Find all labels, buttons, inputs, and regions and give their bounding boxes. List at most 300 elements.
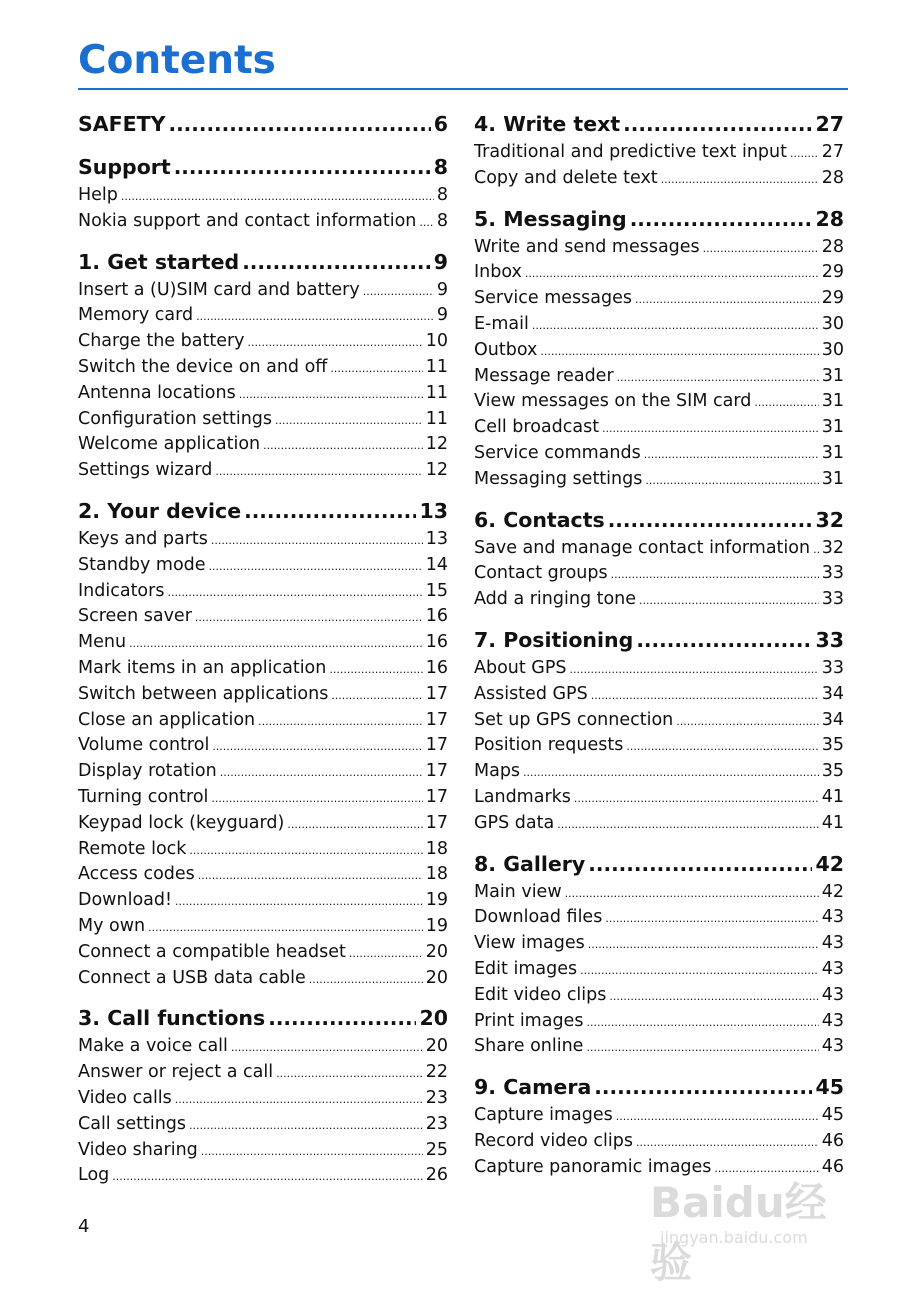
toc-entry-label: Cell broadcast (474, 417, 600, 438)
toc-entry-page: 12 (425, 434, 448, 455)
watermark-url: jingyan.baidu.com (660, 1228, 808, 1247)
dot-leader (645, 468, 818, 494)
toc-entry-page: 33 (821, 563, 844, 584)
toc-entry-label: Inbox (474, 262, 522, 283)
toc-section (474, 504, 844, 613)
toc-entry-label: Insert a (U)SIM card and battery (78, 279, 360, 300)
toc-entry-label: Add a ringing tone (474, 589, 637, 610)
dot-leader (329, 657, 422, 683)
toc-entry[interactable] (78, 759, 448, 785)
toc-entry-label: Remote lock (78, 838, 187, 859)
toc-entry[interactable] (78, 966, 448, 992)
toc-section (474, 624, 844, 837)
toc-entry[interactable] (474, 415, 844, 441)
dot-leader (525, 261, 819, 287)
toc-entry[interactable] (78, 209, 448, 235)
toc-entry-label: Record video clips (474, 1130, 633, 1151)
dot-leader (616, 1104, 819, 1130)
toc-heading[interactable] (474, 1071, 844, 1103)
toc-heading[interactable] (474, 108, 844, 140)
toc-entry-label: Capture panoramic images (474, 1156, 712, 1177)
toc-entry[interactable] (474, 1129, 844, 1155)
toc-entry-label: View messages on the SIM card (474, 391, 752, 412)
toc-entry[interactable] (78, 381, 448, 407)
dot-leader (275, 408, 423, 434)
toc-entry-page: 43 (821, 907, 844, 928)
toc-entry-page: 29 (821, 288, 844, 309)
toc-entry-label: Log (78, 1165, 110, 1186)
toc-entry-page: 28 (821, 236, 844, 257)
dot-leader (594, 1071, 812, 1103)
toc-entry[interactable] (474, 1034, 844, 1060)
toc-entry-page: 12 (425, 460, 448, 481)
toc-entry[interactable] (78, 1060, 448, 1086)
toc-entry[interactable] (78, 278, 448, 304)
toc-entry-page: 22 (425, 1062, 448, 1083)
toc-entry-page: 17 (425, 761, 448, 782)
toc-entry[interactable] (78, 837, 448, 863)
toc-entry[interactable] (474, 338, 844, 364)
toc-entry[interactable] (78, 682, 448, 708)
toc-entry-page: 31 (821, 391, 844, 412)
toc-entry-label: Close an application (78, 709, 256, 730)
toc-entry-page: 11 (425, 356, 448, 377)
toc-section (474, 108, 844, 192)
dot-leader (195, 605, 423, 631)
toc-entry[interactable] (474, 931, 844, 957)
toc-entry[interactable] (474, 389, 844, 415)
toc-entry-label: Set up GPS connection (474, 709, 674, 730)
dot-leader (588, 932, 819, 958)
toc-entry[interactable] (78, 1138, 448, 1164)
dot-leader (148, 915, 423, 941)
toc-entry-page: 23 (425, 1087, 448, 1108)
toc-entry-label: Service commands (474, 442, 641, 463)
toc-entry-label: Print images (474, 1010, 584, 1031)
toc-entry-page: 20 (425, 941, 448, 962)
toc-entry-label: Memory card (78, 305, 194, 326)
dot-leader (630, 203, 813, 235)
toc-entry-label: Standby mode (78, 554, 206, 575)
toc-entry[interactable] (474, 1009, 844, 1035)
toc-entry[interactable] (78, 458, 448, 484)
dot-leader (167, 580, 422, 606)
toc-entry[interactable] (474, 957, 844, 983)
toc-entry-page: 28 (821, 167, 844, 188)
dot-leader (309, 967, 423, 993)
toc-entry[interactable] (474, 561, 844, 587)
toc-entry-label: Landmarks (474, 786, 571, 807)
dot-leader (239, 382, 423, 408)
dot-leader (574, 786, 819, 812)
toc-entry-label: About GPS (474, 657, 567, 678)
dot-leader (112, 1164, 422, 1190)
dot-leader (175, 889, 423, 915)
dot-leader (557, 812, 819, 838)
toc-entry-label: Service messages (474, 288, 633, 309)
toc-heading[interactable] (474, 504, 844, 536)
dot-leader (565, 881, 819, 907)
toc-entry[interactable] (474, 1103, 844, 1129)
toc-entry[interactable] (78, 183, 448, 209)
toc-heading-page: 42 (815, 851, 844, 876)
toc-entry-label: E-mail (474, 313, 529, 334)
toc-entry-page: 34 (821, 683, 844, 704)
toc-entry-label: Edit images (474, 958, 578, 979)
toc-entry[interactable] (474, 983, 844, 1009)
toc-heading[interactable] (474, 848, 844, 880)
toc-entry-page: 31 (821, 442, 844, 463)
dot-leader (215, 459, 422, 485)
dot-leader (661, 167, 819, 193)
toc-entry[interactable] (78, 407, 448, 433)
toc-entry[interactable] (78, 785, 448, 811)
toc-entry-page: 11 (425, 382, 448, 403)
toc-entry[interactable] (474, 467, 844, 493)
dot-leader (605, 906, 818, 932)
toc-entry-page: 30 (821, 313, 844, 334)
toc-entry[interactable] (78, 630, 448, 656)
toc-entry-label: Contact groups (474, 563, 608, 584)
toc-entry-page: 16 (425, 606, 448, 627)
dot-leader (635, 287, 819, 313)
toc-entry[interactable] (474, 441, 844, 467)
toc-entry[interactable] (474, 286, 844, 312)
title-rule (78, 88, 848, 90)
toc-entry[interactable] (78, 733, 448, 759)
toc-entry[interactable] (474, 536, 844, 562)
toc-section (78, 151, 448, 235)
dot-leader (248, 330, 423, 356)
dot-leader (189, 1113, 423, 1139)
toc-entry-label: Video sharing (78, 1139, 198, 1160)
dot-leader (611, 562, 819, 588)
toc-entry[interactable] (78, 303, 448, 329)
toc-entry[interactable] (78, 604, 448, 630)
toc-section (474, 1071, 844, 1180)
dot-leader (211, 786, 422, 812)
toc-heading-label: 5. Messaging (474, 206, 627, 231)
toc-entry-page: 17 (425, 683, 448, 704)
toc-entry-label: GPS data (474, 812, 555, 833)
toc-entry-page: 16 (425, 632, 448, 653)
toc-entry[interactable] (474, 312, 844, 338)
toc-entry-page: 18 (425, 864, 448, 885)
dot-leader (703, 236, 819, 262)
toc-heading-page: 33 (815, 627, 844, 652)
toc-right-column (474, 108, 844, 1192)
toc-entry-page: 43 (821, 1010, 844, 1031)
toc-heading-label: 2. Your device (78, 498, 242, 523)
toc-entry-page: 15 (425, 580, 448, 601)
dot-leader (639, 588, 819, 614)
toc-entry-label: Capture images (474, 1105, 613, 1126)
toc-entry[interactable] (78, 1034, 448, 1060)
toc-entry[interactable] (78, 1163, 448, 1189)
toc-entry-label: Nokia support and contact information (78, 210, 417, 231)
toc-entry[interactable] (78, 888, 448, 914)
toc-entry-page: 20 (425, 967, 448, 988)
toc-entry-page: 41 (821, 786, 844, 807)
toc-entry[interactable] (474, 656, 844, 682)
dot-leader (363, 279, 434, 305)
toc-entry[interactable] (78, 1086, 448, 1112)
toc-entry[interactable] (474, 905, 844, 931)
toc-entry-page: 19 (425, 915, 448, 936)
dot-leader (198, 863, 423, 889)
toc-heading[interactable] (78, 495, 448, 527)
toc-heading[interactable] (474, 624, 844, 656)
toc-section (78, 495, 448, 991)
dot-leader (211, 528, 423, 554)
toc-entry-label: Maps (474, 761, 521, 782)
toc-entry-label: Keys and parts (78, 528, 208, 549)
dot-leader (201, 1139, 423, 1165)
toc-entry[interactable] (474, 166, 844, 192)
toc-entry[interactable] (78, 708, 448, 734)
dot-leader (189, 838, 422, 864)
toc-heading-page: 9 (433, 249, 448, 274)
dot-leader (602, 416, 819, 442)
toc-entry[interactable] (474, 140, 844, 166)
toc-entry-page: 27 (821, 142, 844, 162)
toc-heading-page: 8 (433, 155, 448, 179)
dot-leader (330, 356, 422, 382)
toc-entry-page: 31 (821, 365, 844, 386)
toc-entry[interactable] (474, 811, 844, 837)
dot-leader (287, 812, 422, 838)
toc-entry-page: 26 (425, 1165, 448, 1186)
dot-leader (540, 339, 818, 365)
toc-entry-label: Volume control (78, 735, 210, 756)
toc-entry-label: My own (78, 915, 146, 936)
toc-heading-label: 9. Camera (474, 1075, 592, 1100)
watermark (650, 1170, 850, 1287)
toc-entry[interactable] (78, 940, 448, 966)
dot-leader (754, 390, 818, 416)
toc-entry-page: 31 (821, 468, 844, 489)
watermark-logo: Baidu经验 (650, 1178, 827, 1287)
dot-leader (523, 760, 819, 786)
dot-leader (349, 941, 423, 967)
dot-leader (209, 554, 423, 580)
toc-entry-page: 19 (425, 890, 448, 911)
toc-entry-page: 35 (821, 735, 844, 756)
toc-entry-label: Connect a compatible headset (78, 941, 346, 962)
dot-leader (276, 1061, 423, 1087)
toc-entry[interactable] (474, 880, 844, 906)
dot-leader (331, 683, 422, 709)
toc-heading-page: 27 (815, 112, 844, 136)
toc-entry-page: 23 (425, 1113, 448, 1134)
toc-entry-page: 41 (821, 812, 844, 833)
toc-entry-page: 43 (821, 958, 844, 979)
dot-leader (636, 1130, 819, 1156)
toc-entry[interactable] (78, 1112, 448, 1138)
toc-entry-label: Menu (78, 632, 127, 653)
dot-leader (813, 537, 819, 563)
toc-entry-label: Save and manage contact information (474, 537, 811, 558)
toc-entry-label: Video calls (78, 1087, 172, 1108)
toc-heading-label: 4. Write text (474, 112, 621, 136)
toc-entry-label: Welcome application (78, 434, 261, 455)
dot-leader (676, 709, 818, 735)
toc-section (474, 848, 844, 1061)
toc-entry-label: Edit video clips (474, 984, 607, 1005)
toc-entry-page: 8 (436, 185, 448, 205)
toc-entry[interactable] (78, 329, 448, 355)
toc-entry-label: Charge the battery (78, 331, 245, 352)
toc-entry-page: 43 (821, 1036, 844, 1057)
dot-leader (231, 1035, 423, 1061)
dot-leader (175, 1087, 423, 1113)
toc-heading[interactable] (78, 151, 448, 183)
toc-entry[interactable] (78, 862, 448, 888)
toc-entry-page: 9 (436, 279, 448, 300)
toc-entry-page: 43 (821, 933, 844, 954)
toc-heading-page: 28 (815, 206, 844, 231)
toc-entry-label: Settings wizard (78, 460, 213, 481)
toc-entry-page: 10 (425, 331, 448, 352)
page-title: Contents (78, 38, 276, 83)
dot-leader (532, 313, 819, 339)
toc-entry-label: Access codes (78, 864, 195, 885)
dot-leader (174, 151, 431, 183)
toc-entry-page: 46 (821, 1156, 844, 1177)
dot-leader (196, 304, 434, 330)
toc-entry-page: 33 (821, 657, 844, 678)
toc-left-column (78, 108, 448, 1200)
dot-leader (263, 433, 423, 459)
toc-entry-label: Screen saver (78, 606, 192, 627)
toc-entry-page: 17 (425, 812, 448, 833)
toc-entry-label: Position requests (474, 735, 624, 756)
toc-section (474, 203, 844, 493)
toc-heading-page: 6 (433, 112, 448, 136)
dot-leader (636, 624, 812, 656)
dot-leader (588, 848, 812, 880)
toc-entry-label: Download! (78, 890, 173, 911)
toc-entry[interactable] (78, 355, 448, 381)
toc-entry-label: Switch the device on and off (78, 356, 328, 377)
toc-entry[interactable] (78, 432, 448, 458)
toc-heading[interactable] (474, 203, 844, 235)
toc-entry-label: Turning control (78, 786, 209, 807)
toc-heading-label: 6. Contacts (474, 507, 605, 532)
toc-entry-page: 16 (425, 657, 448, 678)
toc-entry-page: 45 (821, 1105, 844, 1126)
toc-entry[interactable] (474, 587, 844, 613)
toc-entry[interactable] (474, 733, 844, 759)
toc-entry-label: Keypad lock (keyguard) (78, 812, 285, 833)
toc-heading[interactable] (78, 1002, 448, 1034)
toc-entry-page: 8 (436, 210, 448, 231)
dot-leader (609, 984, 818, 1010)
dot-leader (570, 657, 819, 683)
toc-entry-label: Share online (474, 1036, 584, 1057)
dot-leader (608, 504, 813, 536)
toc-heading-page: 32 (815, 507, 844, 532)
dot-leader (586, 1035, 818, 1061)
toc-entry[interactable] (78, 579, 448, 605)
toc-entry-label: Mark items in an application (78, 657, 327, 678)
dot-leader (268, 1002, 416, 1034)
dot-leader (258, 709, 423, 735)
toc-entry[interactable] (78, 527, 448, 553)
dot-leader (168, 108, 430, 140)
dot-leader (580, 958, 819, 984)
toc-entry-page: 17 (425, 709, 448, 730)
toc-heading-page: 20 (419, 1006, 448, 1031)
toc-heading-label: 8. Gallery (474, 851, 586, 876)
toc-entry-page: 29 (821, 262, 844, 283)
toc-entry-label: Download files (474, 907, 603, 928)
toc-entry-page: 33 (821, 589, 844, 610)
dot-leader (586, 1010, 818, 1036)
toc-heading[interactable] (78, 108, 448, 140)
toc-entry-label: Message reader (474, 365, 614, 386)
toc-entry[interactable] (474, 785, 844, 811)
toc-entry-label: Outbox (474, 339, 538, 360)
toc-entry-page: 43 (821, 984, 844, 1005)
toc-section (78, 1002, 448, 1189)
toc-entry[interactable] (474, 708, 844, 734)
dot-leader (129, 631, 423, 657)
toc-entry-page: 18 (425, 838, 448, 859)
toc-entry-label: Messaging settings (474, 468, 643, 489)
toc-entry-page: 14 (425, 554, 448, 575)
toc-heading[interactable] (78, 246, 448, 278)
toc-entry-page: 46 (821, 1130, 844, 1151)
toc-entry-page: 17 (425, 735, 448, 756)
dot-leader (644, 442, 819, 468)
dot-leader (220, 760, 423, 786)
toc-entry-page: 25 (425, 1139, 448, 1160)
toc-heading-label: 1. Get started (78, 249, 240, 274)
toc-entry[interactable] (474, 260, 844, 286)
toc-entry[interactable] (474, 759, 844, 785)
toc-entry[interactable] (78, 656, 448, 682)
dot-leader (244, 495, 416, 527)
toc-entry-page: 35 (821, 761, 844, 782)
toc-entry[interactable] (474, 235, 844, 261)
toc-entry-label: Display rotation (78, 761, 217, 782)
toc-entry-page: 31 (821, 417, 844, 438)
toc-entry[interactable] (78, 811, 448, 837)
toc-heading-label: SAFETY (78, 112, 166, 136)
toc-entry-label: Copy and delete text (474, 167, 658, 188)
dot-leader (419, 210, 433, 236)
toc-heading-label: 3. Call functions (78, 1006, 266, 1031)
toc-entry-label: Answer or reject a call (78, 1062, 274, 1083)
toc-entry-label: Call settings (78, 1113, 187, 1134)
toc-entry-label: Assisted GPS (474, 683, 588, 704)
toc-heading-page: 45 (815, 1075, 844, 1100)
toc-entry[interactable] (78, 553, 448, 579)
toc-entry[interactable] (474, 682, 844, 708)
dot-leader (617, 365, 819, 391)
toc-entry-page: 32 (821, 537, 844, 558)
toc-entry-page: 34 (821, 709, 844, 730)
toc-entry[interactable] (78, 914, 448, 940)
toc-entry-label: Make a voice call (78, 1036, 228, 1057)
toc-entry[interactable] (474, 364, 844, 390)
dot-leader (623, 108, 812, 140)
toc-entry-label: Switch between applications (78, 683, 329, 704)
toc-heading-page: 13 (419, 498, 448, 523)
dot-leader (121, 184, 434, 210)
toc-heading-label: 7. Positioning (474, 627, 634, 652)
